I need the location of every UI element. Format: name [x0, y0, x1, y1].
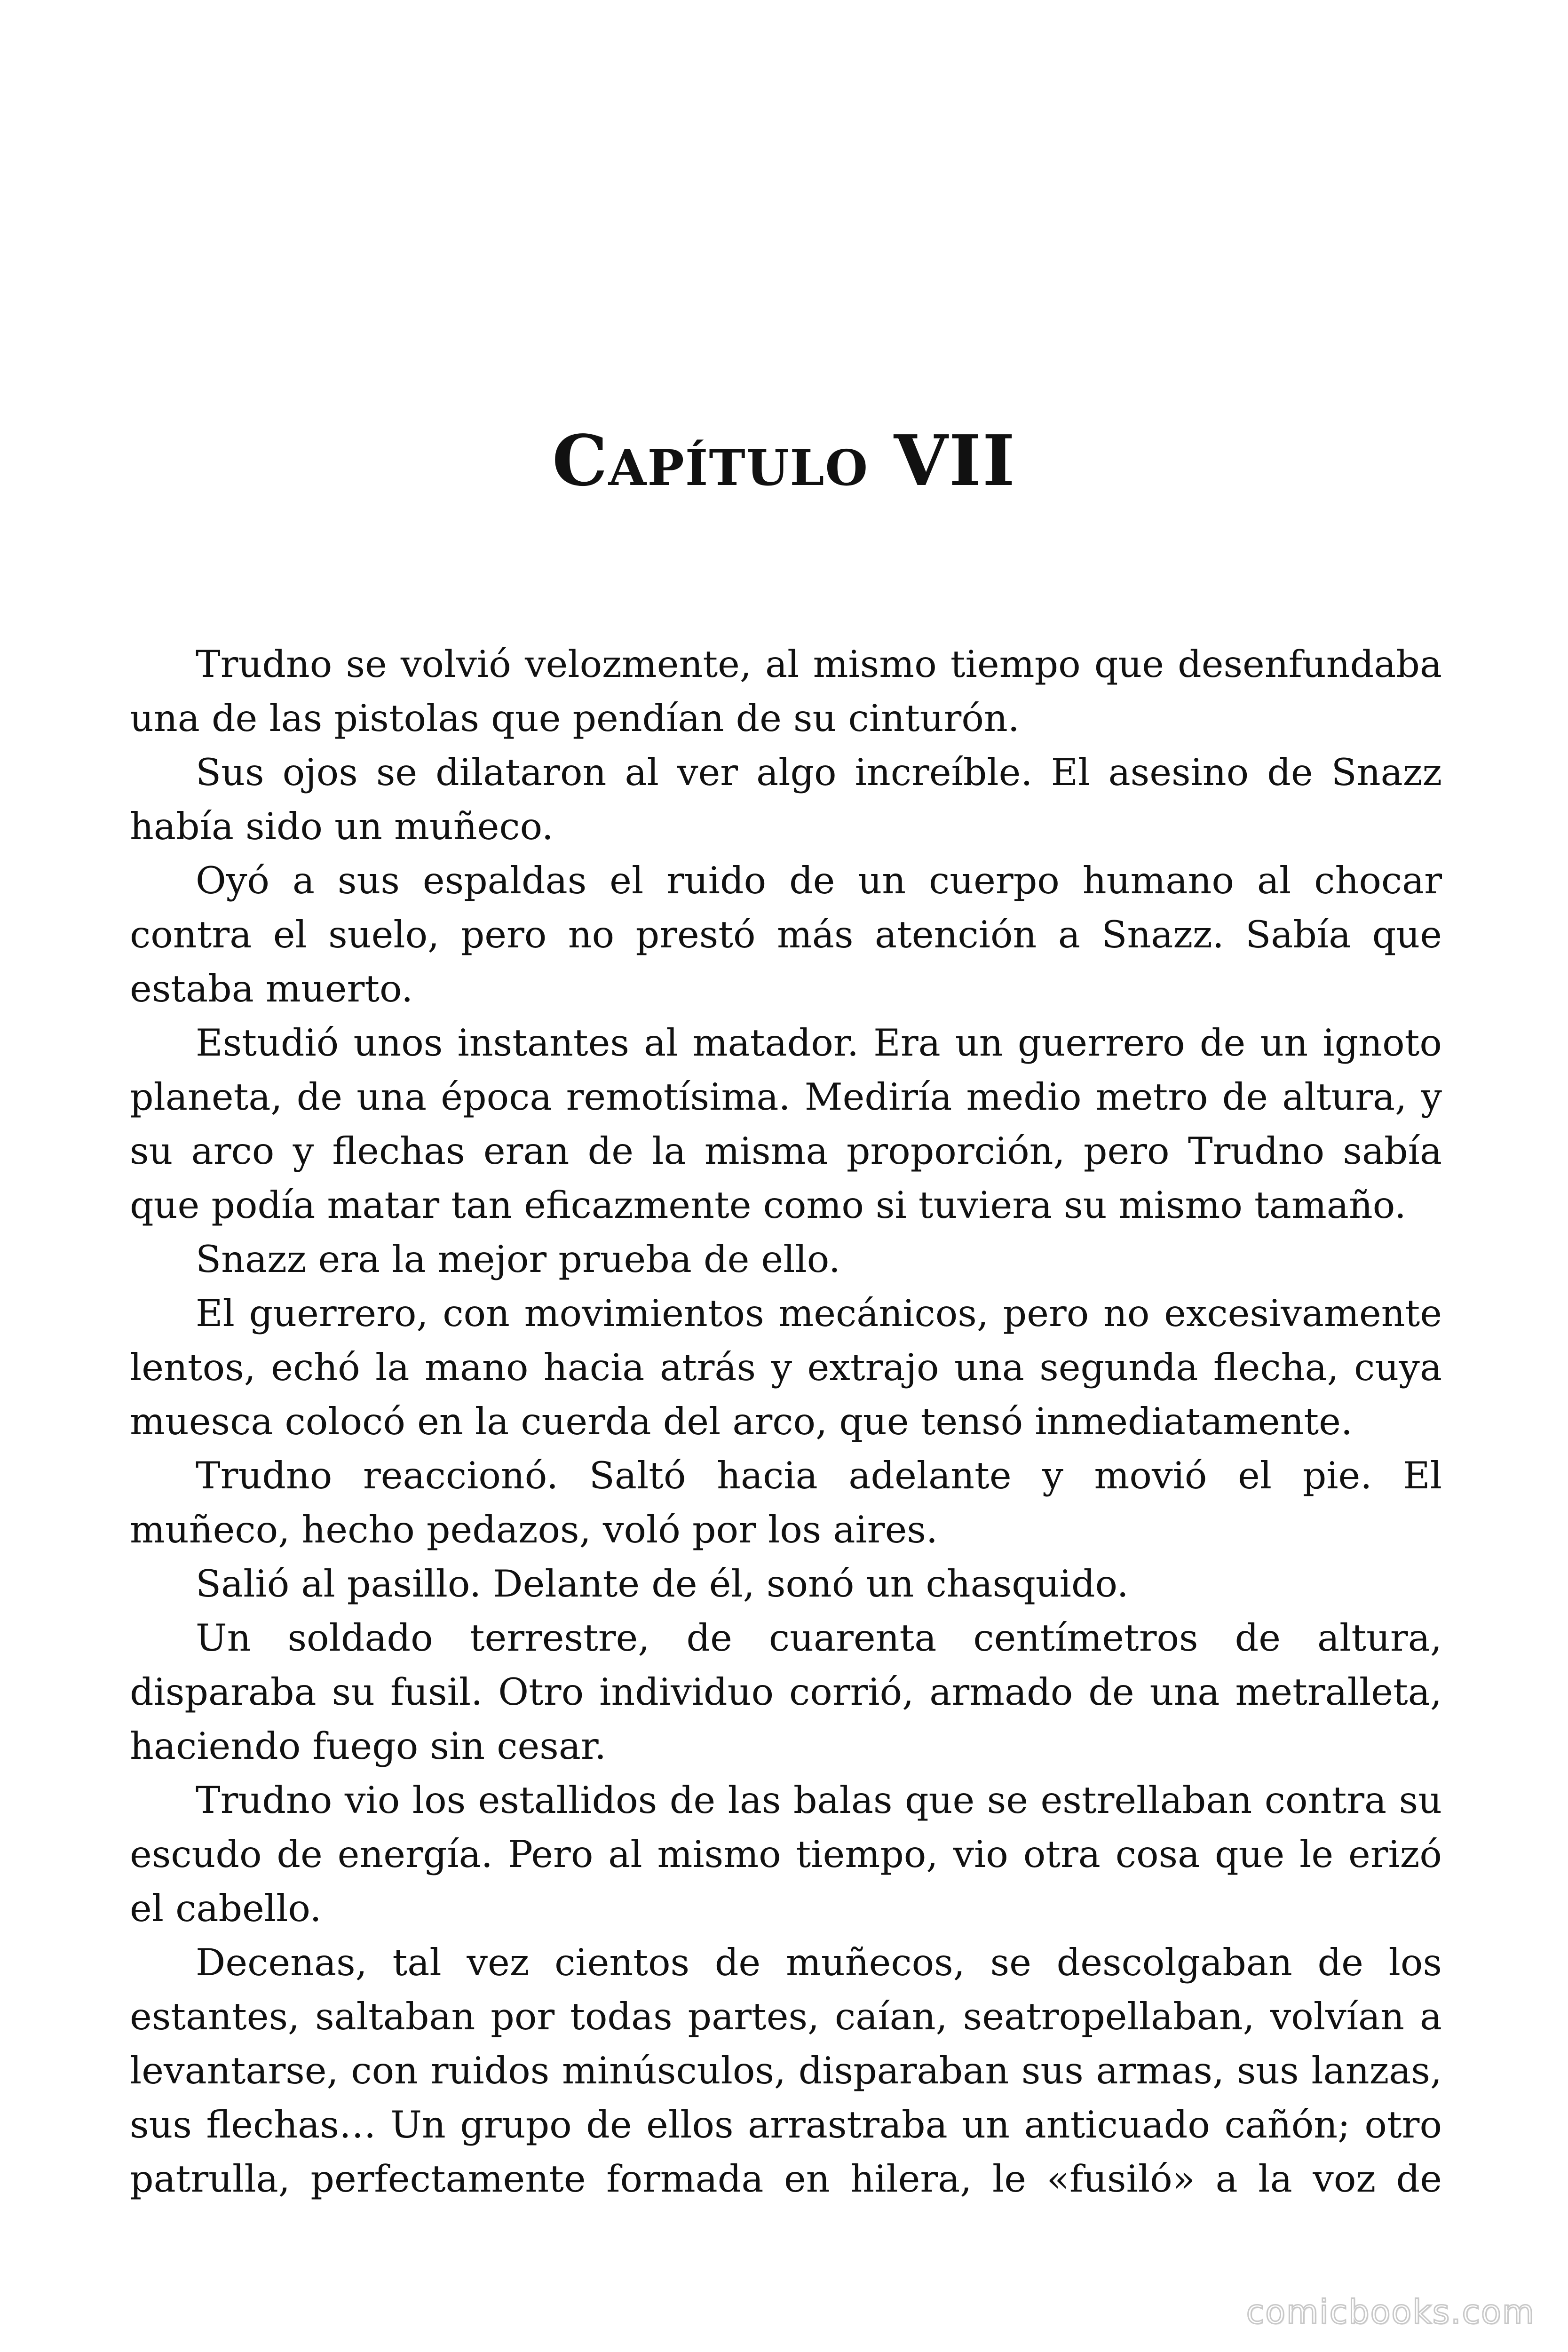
paragraph: Trudno vio los estallidos de las balas que se estrellaban contra su escudo de energía. Pero al mismo tiempo, vio otra cosa que le erizó el cabello.: [130, 1779, 1442, 1930]
chapter-title: [0, 420, 1568, 501]
watermark: comicbooks.com: [1246, 2293, 1535, 2331]
paragraph: Decenas, tal vez cientos de muñecos, se descolgaban de los estantes, saltaban por todas partes, caían, seatropellaban, volvían a levantarse, con ruidos minúsculos, disparaban sus armas, sus lanzas, sus flechas… Un grupo de ellos arrastraba un anticuado cañón; otro patrulla, perfectamente formada en hilera, le «fusiló» a la voz de: [130, 1941, 1442, 2201]
chapter-body: [130, 637, 1442, 2206]
paragraph: Salió al pasillo. Delante de él, sonó un chasquido.: [196, 1562, 1129, 1605]
paragraph: Snazz era la mejor prueba de ello.: [196, 1238, 841, 1281]
paragraph: Sus ojos se dilataron al ver algo increíble. El asesino de Snazz había sido un muñeco.: [130, 751, 1442, 848]
paragraph: Oyó a sus espaldas el ruido de un cuerpo humano al chocar contra el suelo, pero no prestó más atención a Snazz. Sabía que estaba muerto.: [130, 859, 1442, 1010]
paragraph: Trudno se volvió velozmente, al mismo tiempo que desenfundaba una de las pistolas que pendían de su cinturón.: [130, 643, 1442, 740]
paragraph: Trudno reaccionó. Saltó hacia adelante y movió el pie. El muñeco, hecho pedazos, voló por los aires.: [130, 1454, 1442, 1551]
chapter-numeral: VII: [894, 420, 1016, 501]
chapter-title-initial: C: [552, 420, 609, 501]
paragraph: El guerrero, con movimientos mecánicos, pero no excesivamente lentos, echó la mano hacia atrás y extrajo una segunda flecha, cuya muesca colocó en la cuerda del arco, que tensó inmediatamente.: [130, 1292, 1442, 1443]
paragraph: Un soldado terrestre, de cuarenta centímetros de altura, disparaba su fusil. Otro individuo corrió, armado de una metralleta, haciendo fuego sin cesar.: [130, 1616, 1442, 1768]
chapter-title-word: apítulo: [608, 420, 869, 501]
paragraph: Estudió unos instantes al matador. Era un guerrero de un ignoto planeta, de una época remotísima. Mediría medio metro de altura, y su arco y flechas eran de la misma proporción, pero Trudno sabía que podía matar tan eficazmente como si tuviera su mismo tamaño.: [130, 1021, 1442, 1227]
